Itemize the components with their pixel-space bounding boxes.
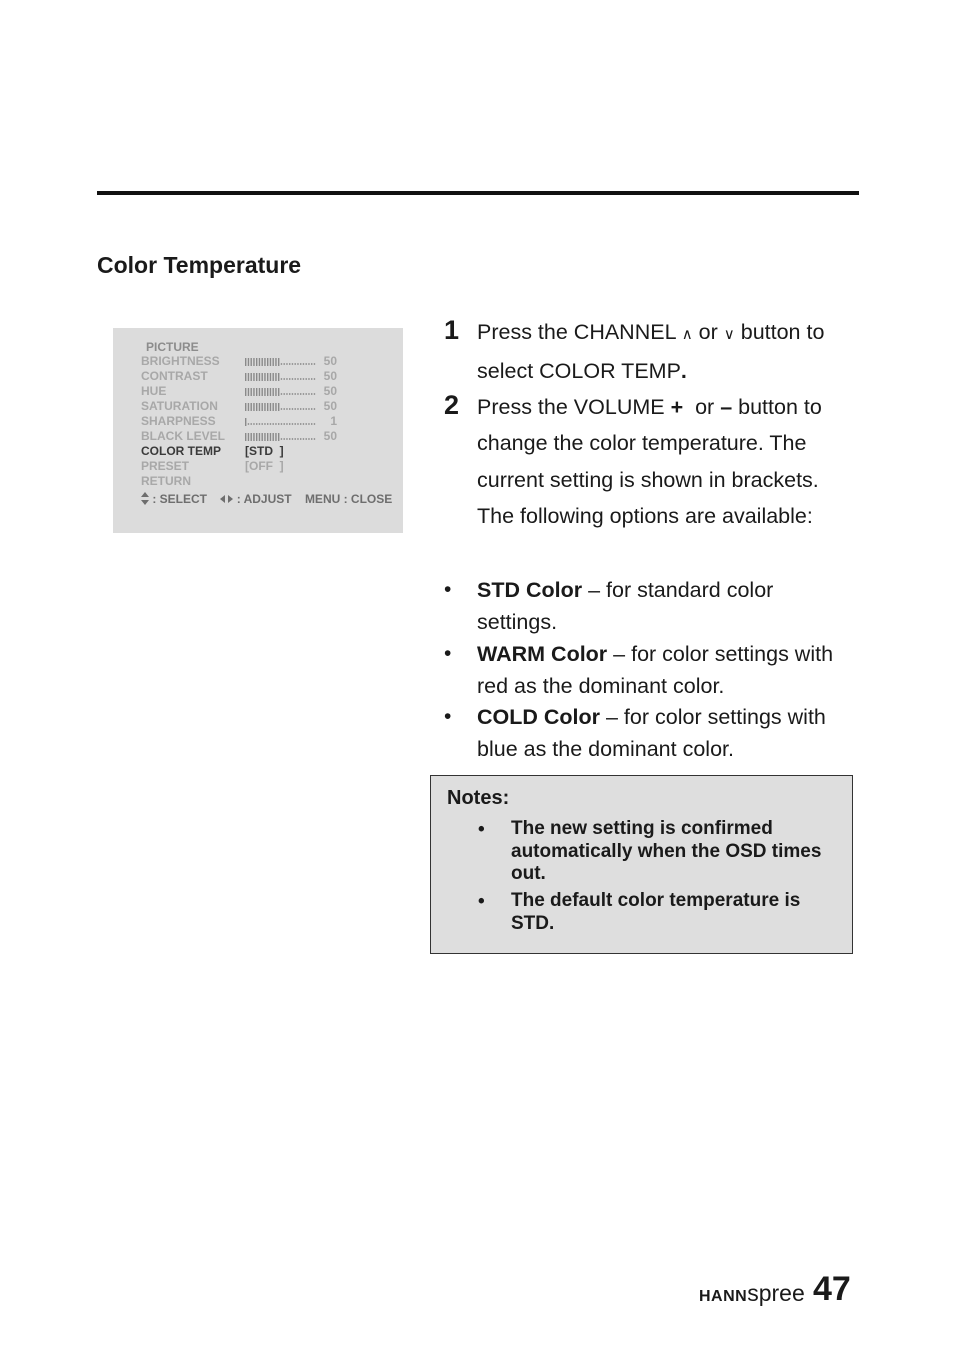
osd-level-tick-filled: [253, 373, 254, 381]
osd-level-tick-empty: [248, 423, 249, 425]
osd-level-tick-empty: [284, 363, 285, 365]
osd-level-tick-filled: [273, 358, 274, 366]
osd-level-tick-filled: [256, 388, 257, 396]
osd-level-tick-empty: [295, 438, 296, 440]
osd-level-tick-empty: [286, 438, 287, 440]
osd-level-tick-empty: [311, 438, 312, 440]
left-right-arrows-icon: [220, 495, 233, 503]
osd-level-tick-empty: [251, 423, 252, 425]
osd-value: 50: [323, 354, 337, 368]
bullet-marker: •: [444, 642, 452, 665]
osd-level-tick-filled: [264, 403, 265, 411]
bullet-cold-color: [477, 702, 857, 765]
osd-level-tick-empty: [314, 423, 315, 425]
osd-row-sharpness: [141, 414, 391, 429]
notes-box: [430, 775, 853, 954]
osd-level-bar: [245, 418, 317, 426]
osd-level-tick-empty: [292, 378, 293, 380]
osd-label: RETURN: [141, 474, 191, 488]
osd-level-tick-filled: [251, 388, 252, 396]
osd-level-tick-empty: [311, 408, 312, 410]
bullet-desc: – for color settings with blue as the dominant color.: [477, 705, 826, 761]
osd-level-tick-filled: [248, 403, 249, 411]
osd-level-tick-empty: [295, 423, 296, 425]
osd-row-hue: [141, 384, 391, 399]
bullet-desc: – for color settings with red as the dominant color.: [477, 642, 834, 698]
osd-level-tick-filled: [256, 433, 257, 441]
osd-level-tick-empty: [297, 423, 298, 425]
osd-value: 1: [330, 414, 337, 428]
osd-level-tick-filled: [273, 373, 274, 381]
osd-level-tick-empty: [286, 423, 287, 425]
step-text-part: Press the VOLUME: [477, 395, 671, 419]
osd-level-tick-filled: [253, 433, 254, 441]
osd-level-tick-empty: [281, 408, 282, 410]
osd-level-tick-filled: [245, 418, 246, 426]
osd-level-tick-filled: [267, 388, 268, 396]
osd-level-tick-empty: [278, 423, 279, 425]
step-number: 2: [444, 390, 460, 420]
bullet-warm-color: [477, 639, 857, 702]
osd-level-tick-empty: [306, 363, 307, 365]
osd-level-tick-filled: [264, 388, 265, 396]
osd-level-tick-empty: [289, 363, 290, 365]
bullet-std-color: [477, 575, 857, 638]
osd-level-tick-empty: [273, 423, 274, 425]
osd-level-tick-empty: [297, 363, 298, 365]
osd-level-tick-empty: [256, 423, 257, 425]
osd-level-tick-empty: [308, 393, 309, 395]
osd-level-tick-empty: [300, 423, 301, 425]
osd-level-tick-empty: [297, 438, 298, 440]
osd-level-tick-empty: [297, 378, 298, 380]
osd-level-bar: [245, 358, 317, 366]
osd-level-tick-empty: [295, 408, 296, 410]
osd-level-tick-empty: [303, 423, 304, 425]
osd-level-tick-empty: [311, 393, 312, 395]
bullet-term: COLD Color: [477, 705, 601, 729]
osd-level-tick-empty: [270, 423, 271, 425]
osd-level-tick-filled: [256, 403, 257, 411]
osd-help-select: : SELECT: [152, 492, 208, 506]
brand-bold: HANN: [699, 1288, 748, 1305]
osd-level-tick-filled: [262, 403, 263, 411]
osd-level-tick-filled: [248, 433, 249, 441]
osd-label: PRESET: [141, 459, 190, 473]
osd-level-tick-empty: [311, 363, 312, 365]
osd-value: 50: [323, 399, 337, 413]
osd-row-brightness: [141, 354, 391, 369]
osd-level-tick-filled: [262, 433, 263, 441]
osd-level-tick-empty: [281, 438, 282, 440]
osd-level-tick-filled: [267, 358, 268, 366]
osd-level-tick-empty: [311, 378, 312, 380]
osd-label: CONTRAST: [141, 369, 208, 383]
step-text-part: or: [683, 395, 721, 419]
osd-level-tick-filled: [245, 433, 246, 441]
osd-level-tick-filled: [270, 373, 271, 381]
osd-level-tick-empty: [306, 393, 307, 395]
osd-level-tick-filled: [278, 403, 279, 411]
osd-level-tick-filled: [267, 433, 268, 441]
osd-level-tick-empty: [303, 378, 304, 380]
osd-level-tick-empty: [303, 363, 304, 365]
osd-level-tick-empty: [314, 378, 315, 380]
osd-label: HUE: [141, 384, 167, 398]
osd-level-tick-empty: [314, 408, 315, 410]
osd-level-tick-empty: [289, 423, 290, 425]
note-item: The default color temperature is STD.: [511, 890, 801, 934]
osd-value: 50: [323, 384, 337, 398]
osd-level-tick-filled: [248, 388, 249, 396]
osd-level-tick-empty: [281, 393, 282, 395]
osd-level-tick-empty: [308, 363, 309, 365]
osd-option-value: STD: [249, 444, 273, 458]
step-number: 1: [444, 315, 460, 345]
osd-level-tick-filled: [245, 358, 246, 366]
step-text-part: Press the CHANNEL: [477, 320, 682, 344]
osd-level-tick-empty: [281, 363, 282, 365]
osd-row-preset: [141, 459, 391, 474]
osd-title: PICTURE: [146, 340, 199, 354]
osd-level-tick-filled: [267, 373, 268, 381]
osd-value: 50: [323, 429, 337, 443]
step-2-text: [477, 389, 857, 534]
note-item: The new setting is confirmed automatically when the OSD times out.: [511, 818, 822, 884]
osd-level-tick-empty: [289, 408, 290, 410]
osd-level-bar: [245, 433, 317, 441]
plus-symbol: +: [670, 395, 684, 419]
notes-heading: Notes:: [447, 787, 510, 809]
osd-level-tick-filled: [253, 388, 254, 396]
osd-level-tick-empty: [284, 378, 285, 380]
osd-level-tick-empty: [300, 363, 301, 365]
osd-level-tick-empty: [281, 423, 282, 425]
osd-level-tick-empty: [289, 378, 290, 380]
osd-level-tick-filled: [253, 403, 254, 411]
step-text-part: .: [680, 359, 687, 384]
bullet-term: STD Color: [477, 578, 583, 602]
osd-level-tick-empty: [308, 438, 309, 440]
osd-level-tick-empty: [267, 423, 268, 425]
osd-level-tick-filled: [259, 358, 260, 366]
osd-level-tick-empty: [284, 408, 285, 410]
osd-level-tick-filled: [251, 433, 252, 441]
osd-level-tick-filled: [264, 433, 265, 441]
down-arrow-icon: ∨: [723, 326, 735, 343]
osd-level-tick-filled: [259, 373, 260, 381]
osd-level-tick-empty: [308, 423, 309, 425]
osd-option: [STD ]: [245, 444, 284, 458]
osd-level-tick-filled: [278, 388, 279, 396]
osd-option: [OFF ]: [245, 459, 284, 473]
osd-level-tick-filled: [264, 358, 265, 366]
osd-level-tick-filled: [245, 373, 246, 381]
osd-level-tick-empty: [281, 378, 282, 380]
osd-level-tick-filled: [270, 403, 271, 411]
osd-level-tick-filled: [275, 373, 276, 381]
osd-label: COLOR TEMP: [141, 444, 221, 458]
osd-level-tick-filled: [270, 388, 271, 396]
bullet-desc: – for standard color settings.: [477, 578, 774, 634]
up-arrow-icon: ∧: [681, 326, 693, 343]
osd-row-black-level: [141, 429, 391, 444]
osd-level-tick-empty: [292, 423, 293, 425]
osd-level-tick-empty: [300, 408, 301, 410]
osd-level-tick-filled: [273, 403, 274, 411]
minus-symbol: –: [720, 395, 733, 419]
osd-row-contrast: [141, 369, 391, 384]
osd-level-tick-empty: [303, 408, 304, 410]
osd-level-tick-empty: [286, 378, 287, 380]
osd-level-tick-filled: [248, 358, 249, 366]
bullet-term: WARM Color: [477, 642, 608, 666]
osd-level-tick-empty: [292, 393, 293, 395]
osd-level-tick-empty: [314, 393, 315, 395]
osd-level-tick-empty: [259, 423, 260, 425]
osd-level-tick-filled: [262, 358, 263, 366]
osd-level-tick-empty: [292, 408, 293, 410]
header-rule: [97, 191, 859, 195]
osd-level-tick-filled: [259, 403, 260, 411]
osd-level-tick-filled: [259, 433, 260, 441]
osd-row-color-temp: [141, 444, 391, 459]
bullet-marker: •: [444, 705, 452, 728]
osd-row-saturation: [141, 399, 391, 414]
osd-menu-screenshot: [113, 328, 403, 533]
osd-level-tick-empty: [297, 408, 298, 410]
osd-level-tick-filled: [262, 388, 263, 396]
osd-help-adjust: : ADJUST: [236, 492, 292, 506]
osd-level-tick-empty: [295, 378, 296, 380]
osd-level-tick-filled: [270, 433, 271, 441]
osd-level-tick-empty: [303, 393, 304, 395]
osd-level-tick-filled: [278, 433, 279, 441]
osd-level-tick-filled: [245, 388, 246, 396]
step-text-part: button to select COLOR TEMP: [477, 320, 825, 384]
osd-level-tick-empty: [308, 408, 309, 410]
osd-help-close: MENU : CLOSE: [304, 492, 393, 506]
osd-level-tick-empty: [314, 438, 315, 440]
osd-level-tick-empty: [264, 423, 265, 425]
osd-level-tick-filled: [248, 373, 249, 381]
osd-level-tick-empty: [289, 393, 290, 395]
osd-level-tick-empty: [262, 423, 263, 425]
osd-level-bar: [245, 403, 317, 411]
step-text-part: button to change the color temperature. The current setting is shown in brackets. The following options are available:: [477, 395, 822, 528]
osd-level-tick-empty: [308, 378, 309, 380]
osd-level-bar: [245, 388, 317, 396]
osd-level-tick-empty: [295, 363, 296, 365]
osd-row-return: [141, 474, 391, 489]
page-number: 47: [813, 1270, 851, 1308]
osd-level-tick-empty: [306, 438, 307, 440]
osd-level-tick-empty: [306, 423, 307, 425]
brand-logo: [699, 1280, 805, 1307]
osd-level-tick-empty: [286, 408, 287, 410]
bullet-marker: •: [478, 819, 485, 840]
osd-level-tick-empty: [311, 423, 312, 425]
osd-level-tick-empty: [300, 378, 301, 380]
up-down-arrows-icon: [141, 492, 149, 505]
osd-level-tick-empty: [292, 363, 293, 365]
osd-level-tick-filled: [275, 388, 276, 396]
osd-level-tick-filled: [256, 358, 257, 366]
osd-level-tick-empty: [289, 438, 290, 440]
osd-level-tick-empty: [303, 438, 304, 440]
osd-level-tick-filled: [259, 388, 260, 396]
osd-level-tick-empty: [275, 423, 276, 425]
bullet-marker: •: [444, 578, 452, 601]
osd-level-tick-empty: [314, 363, 315, 365]
step-1-text: [477, 314, 857, 390]
osd-level-tick-filled: [270, 358, 271, 366]
osd-level-tick-empty: [300, 393, 301, 395]
osd-level-tick-filled: [256, 373, 257, 381]
osd-level-tick-filled: [273, 388, 274, 396]
osd-level-tick-empty: [306, 378, 307, 380]
osd-level-tick-empty: [286, 363, 287, 365]
osd-help-bar: [141, 492, 392, 506]
osd-level-tick-filled: [251, 403, 252, 411]
brand-light: spree: [747, 1280, 805, 1306]
osd-level-tick-filled: [275, 433, 276, 441]
bullet-marker: •: [478, 891, 485, 912]
osd-level-tick-filled: [278, 358, 279, 366]
osd-level-tick-filled: [278, 373, 279, 381]
osd-label: SATURATION: [141, 399, 218, 413]
osd-level-tick-empty: [253, 423, 254, 425]
osd-level-tick-filled: [251, 373, 252, 381]
osd-label: BLACK LEVEL: [141, 429, 225, 443]
osd-level-tick-empty: [284, 423, 285, 425]
osd-option-value: OFF: [249, 459, 273, 473]
osd-level-bar: [245, 373, 317, 381]
osd-level-tick-filled: [245, 403, 246, 411]
osd-label: SHARPNESS: [141, 414, 216, 428]
step-text-part: or: [692, 320, 724, 344]
osd-level-tick-filled: [264, 373, 265, 381]
osd-value: 50: [323, 369, 337, 383]
osd-level-tick-empty: [297, 393, 298, 395]
section-title: Color Temperature: [97, 252, 302, 278]
osd-level-tick-empty: [292, 438, 293, 440]
osd-level-tick-empty: [286, 393, 287, 395]
osd-level-tick-empty: [295, 393, 296, 395]
osd-level-tick-empty: [306, 408, 307, 410]
osd-level-tick-empty: [284, 393, 285, 395]
osd-level-tick-empty: [300, 438, 301, 440]
osd-level-tick-filled: [251, 358, 252, 366]
osd-level-tick-filled: [275, 403, 276, 411]
osd-level-tick-empty: [284, 438, 285, 440]
osd-level-tick-filled: [267, 403, 268, 411]
osd-level-tick-filled: [273, 433, 274, 441]
osd-level-tick-filled: [275, 358, 276, 366]
osd-level-tick-filled: [253, 358, 254, 366]
osd-label: BRIGHTNESS: [141, 354, 220, 368]
osd-level-tick-filled: [262, 373, 263, 381]
